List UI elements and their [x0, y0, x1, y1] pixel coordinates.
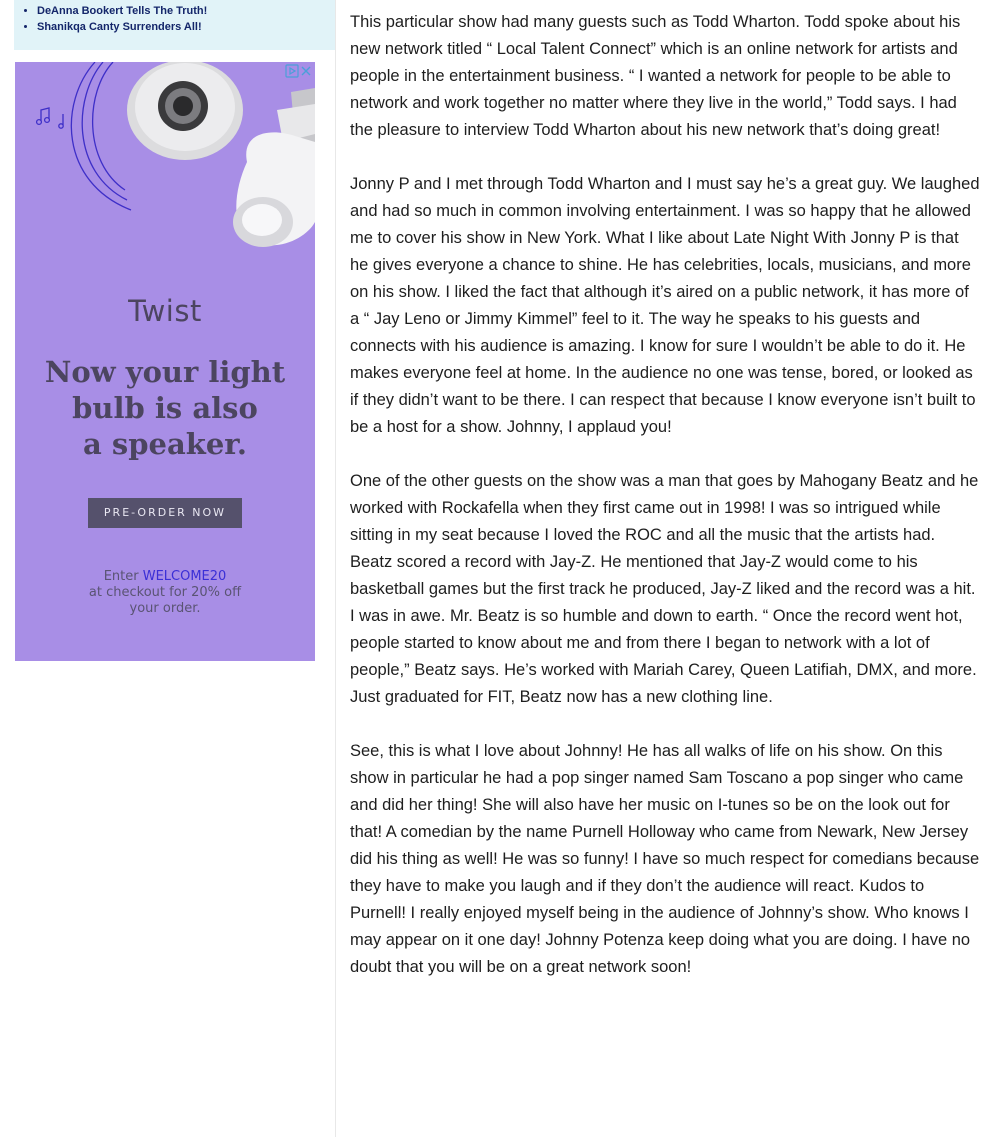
- article-paragraph: This particular show had many guests such as Todd Wharton. Todd spoke about his new network titled “ Local Talent Connect” which is an online network for artists and people in the entertainment business. “ I wanted a network for people to be able to network and work together no matter where they live in the world,” Todd says. I had the pleasure to interview Todd Wharton about his new network that’s doing great!: [350, 13, 961, 139]
- related-posts-list: [14, 0, 335, 35]
- speaker-icon: [127, 62, 243, 160]
- article-paragraph: Jonny P and I met through Todd Wharton and I must say he’s a great guy. We laughed and had so much in common involving entertainment. I was so happy that he allowed me to cover his show in New York. What I like about Late Night With Jonny P is that he gives everyone a chance to shine. He has celebrities, locals, musicians, and more on his show. I liked the fact that although it’s aired on a public network, it has more of a “ Jay Leno or Jimmy Kimmel” feel to it. The way he speaks to his guests and connects with his audience is amazing. I know for sure I wouldn’t be able to do it. He makes everyone feel at home. In the audience no one was tense, bored, or looked as if they didn’t want to be there. I can respect that because I know everyone isn’t built to be a host for a show. Johnny, I applaud you!: [350, 175, 980, 436]
- related-posts: [14, 0, 335, 50]
- ad-promo-line: [55, 569, 275, 585]
- music-notes-icon: [37, 108, 64, 128]
- related-post-link[interactable]: DeAnna Bookert Tells The Truth!: [37, 5, 208, 17]
- article-paragraph: See, this is what I love about Johnny! He has all walks of life on his show. On this show in particular he had a pop singer named Sam Toscano a pop singer who came and did her thing! She will also have her music on I-tunes so be on the look out for that! A comedian by the name Purnell Holloway who came from Newark, New Jersey did his thing as well! He was so funny! I have so much respect for comedians because they have to make you laugh and if they don’t the audience will react. Kudos to Purnell! I really enjoyed myself being in the audience of Johnny’s show. Who knows I may appear on it one day! Johnny Potenza keep doing what you are doing. I have no doubt that you will be on a great network soon!: [350, 742, 980, 976]
- light-bulb-icon: [233, 88, 315, 247]
- sidebar: [0, 0, 336, 1137]
- ad-promo-line: at checkout for 20% off: [88, 585, 242, 600]
- ad-headline-line: Now your light: [44, 355, 286, 389]
- sound-waves-icon: [71, 62, 131, 210]
- ad-promo-code: WELCOME20: [142, 569, 227, 584]
- ad-headline-line: bulb is also: [72, 391, 258, 425]
- close-icon: [302, 67, 310, 75]
- ad-promo-text: [55, 569, 275, 617]
- ad-promo-prefix: Enter: [103, 569, 143, 584]
- ad-promo-line: your order.: [129, 601, 201, 616]
- ad-choices[interactable]: [285, 64, 313, 78]
- ad-headline: [35, 354, 295, 462]
- related-post-link[interactable]: Shanikqa Canty Surrenders All!: [37, 21, 202, 33]
- ad-headline-line: a speaker.: [83, 427, 247, 461]
- article-body: [350, 9, 980, 1008]
- advertisement[interactable]: [15, 62, 315, 661]
- article-paragraph: One of the other guests on the show was a man that goes by Mahogany Beatz and he worked with Rockafella when they first came out in 1998! I was so intrigued while sitting in my seat because I loved the ROC and all the music that the artists had. Beatz scored a record with Jay-Z. He mentioned that Jay-Z would come to his basketball games but the first track he produced, Jay-Z liked and the record was a hit. I was in awe. Mr. Beatz is so humble and down to earth. “ Once the record went hot, people started to know about me and from there I began to network with a lot of people,” Beatz says. He’s worked with Mariah Carey, Queen Latifiah, DMX, and more. Just graduated for FIT, Beatz now has a new clothing line.: [350, 472, 979, 706]
- ad-choices-icon: [286, 65, 298, 77]
- list-item: [37, 19, 335, 35]
- pre-order-button[interactable]: PRE-ORDER NOW: [88, 498, 242, 528]
- ad-brand: Twist: [128, 294, 202, 328]
- list-item: [37, 3, 335, 19]
